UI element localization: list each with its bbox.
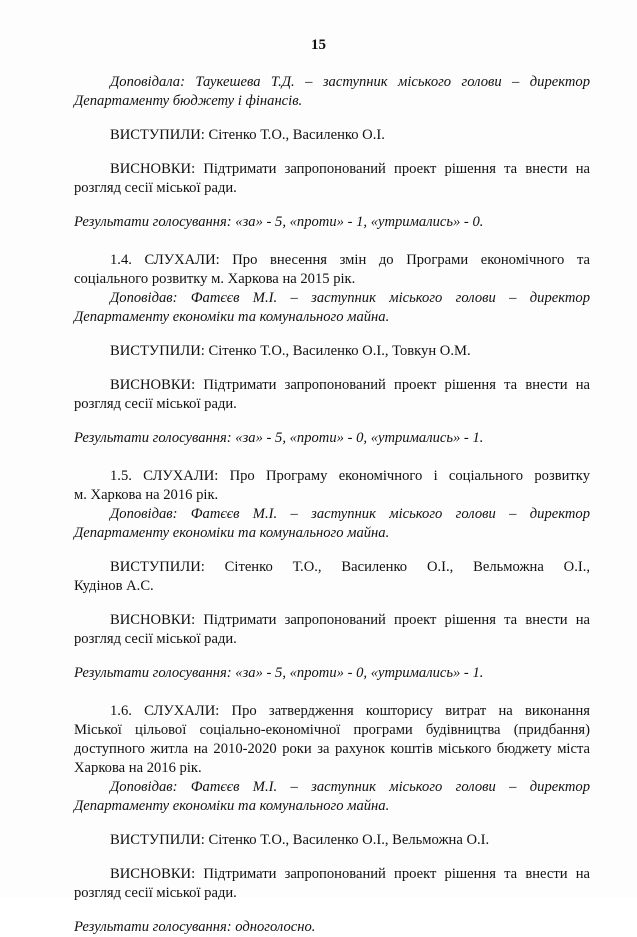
item-block-1-5 [74,467,590,683]
item-block-1-6 [74,702,590,937]
vote-results: Результати голосування: одноголосно. [74,919,316,935]
speakers: ВИСТУПИЛИ: Сітенко Т.О., Василенко О.І., Вельможна О.І. [110,832,490,848]
reporter-line-1: Доповідав: Фатєєв М.І. – заступник міського голови – директор [110,506,590,522]
vote-results: Результати голосування: «за» - 5, «проти» - 1, «утримались» - 0. [74,214,484,230]
reporter-line-2: Департаменту економіки та комунального майна. [74,525,390,541]
speakers-line-1: ВИСТУПИЛИ: Сітенко Т.О., Василенко О.І., Вельможна О.І., [110,559,590,575]
speakers-line-2: Кудінов А.С. [74,578,154,594]
heard-line-2: соціального розвитку м. Харкова на 2015 рік. [74,271,356,287]
conclusions-line-2: розгляд сесії міської ради. [74,885,237,901]
speakers: ВИСТУПИЛИ: Сітенко Т.О., Василенко О.І., Товкун О.М. [110,343,471,359]
reporter-line-1: Доповідала: Таукешева Т.Д. – заступник міського голови – директор [110,74,590,90]
heard-line-2: Міської цільової соціально-економічної програми будівництва (придбання) [74,722,590,738]
conclusions-line-2: розгляд сесії міської ради. [74,180,237,196]
item-block-1-3 [74,73,590,232]
heard-line-2: м. Харкова на 2016 рік. [74,487,219,503]
speakers: ВИСТУПИЛИ: Сітенко Т.О., Василенко О.І. [110,127,385,143]
vote-results: Результати голосування: «за» - 5, «проти» - 0, «утримались» - 1. [74,430,484,446]
reporter-line-1: Доповідав: Фатєєв М.І. – заступник міського голови – директор [110,290,590,306]
heard-line-3: доступного житла на 2010-2020 роки за рахунок коштів міського бюджету міста [74,741,590,757]
reporter-line-2: Департаменту економіки та комунального майна. [74,798,390,814]
conclusions-line-1: ВИСНОВКИ: Підтримати запропонований проект рішення та внести на [110,866,590,882]
document-body [74,73,590,937]
heard-line-1: 1.4. СЛУХАЛИ: Про внесення змін до Програми економічного та [110,252,590,268]
conclusions-line-1: ВИСНОВКИ: Підтримати запропонований проект рішення та внести на [110,377,590,393]
item-block-1-4 [74,251,590,448]
conclusions-line-1: ВИСНОВКИ: Підтримати запропонований проект рішення та внести на [110,161,590,177]
conclusions-line-2: розгляд сесії міської ради. [74,631,237,647]
reporter-line-2: Департаменту економіки та комунального майна. [74,309,390,325]
vote-results: Результати голосування: «за» - 5, «проти» - 0, «утримались» - 1. [74,665,484,681]
heard-line-1: 1.5. СЛУХАЛИ: Про Програму економічного і соціального розвитку [110,468,590,484]
heard-line-1: 1.6. СЛУХАЛИ: Про затвердження кошторису витрат на виконання [110,703,590,719]
conclusions-line-1: ВИСНОВКИ: Підтримати запропонований проект рішення та внести на [110,612,590,628]
reporter-line-1: Доповідав: Фатєєв М.І. – заступник міського голови – директор [110,779,590,795]
reporter-line-2: Департаменту бюджету і фінансів. [74,93,303,109]
heard-line-4: Харкова на 2016 рік. [74,760,202,776]
conclusions-line-2: розгляд сесії міської ради. [74,396,237,412]
page-number: 15 [311,37,326,53]
